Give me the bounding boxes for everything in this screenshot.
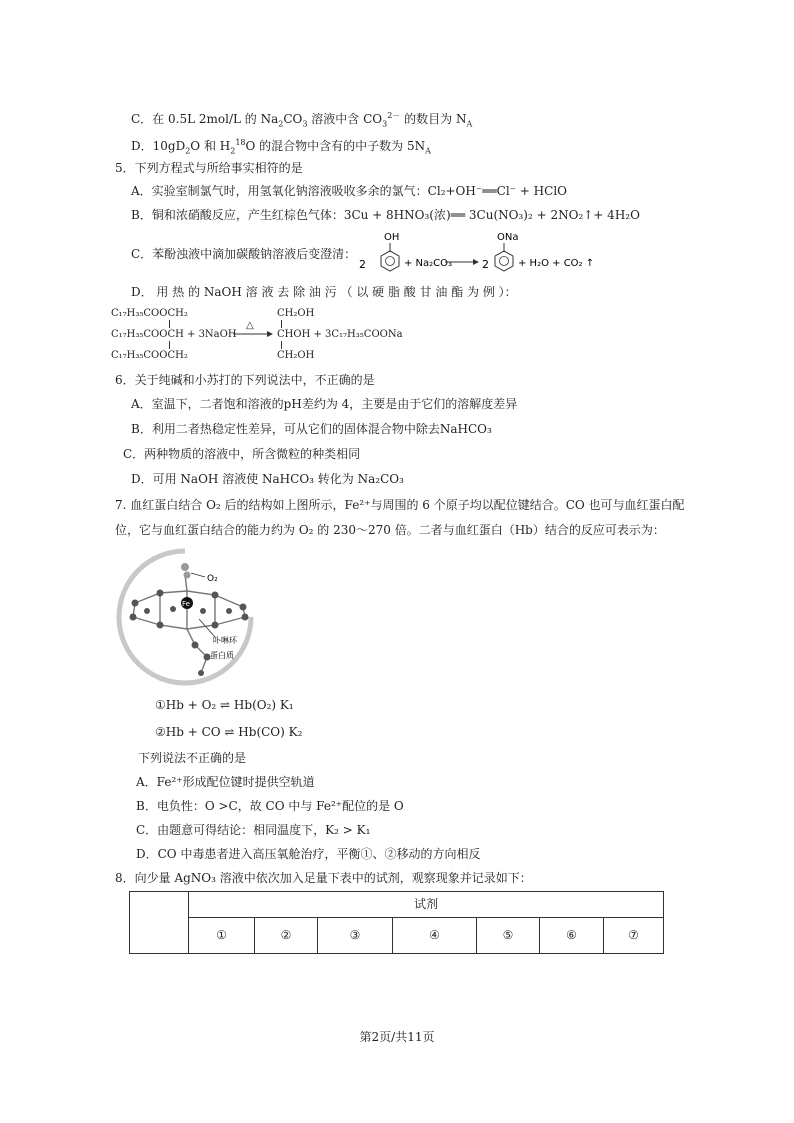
q7-option-a: A．Fe²⁺形成配位键时提供空轨道	[136, 775, 315, 789]
protein-label: 蛋白质	[210, 651, 234, 660]
q7-equilibrium-1: ①Hb + O₂ ⇌ Hb(O₂) K₁	[155, 698, 294, 712]
ester-line-2: C₁₇H₃₅COOCH + 3NaOH	[111, 329, 237, 340]
q4-option-d: D．$10gD_2O$ 和 $H_2^{18}O$ 的混合物中含有的中子数为 $5N_A$	[131, 138, 431, 156]
reaction-arrow	[233, 330, 273, 338]
table-corner-cell	[130, 892, 189, 953]
q5-option-d: D． 用 热 的 NaOH 溶 液 去 除 油 污 （ 以 硬 脂 酸 甘 油 酯 为 例 ）：	[131, 285, 517, 299]
benzene-ring-icon	[495, 251, 513, 271]
q6-option-b: B．利用二者热稳定性差异，可从它们的固体混合物中除去NaHCO₃	[131, 422, 492, 436]
table-cell: ①	[189, 918, 255, 953]
q7-stem-line-2: 位，它与血红蛋白结合的能力约为 O₂ 的 230～270 倍。二者与血红蛋白（Hb）结合的反应可表示为：	[115, 523, 665, 537]
reagent-table	[129, 891, 664, 954]
products: + H₂O + CO₂ ↑	[518, 258, 595, 269]
glycerol-line-2: CHOH + 3C₁₇H₃₅COONa	[277, 329, 403, 340]
q7-stem-line-1: 7. 血红蛋白结合 O₂ 后的结构如上图所示，Fe²⁺与周围的 6 个原子均以配位键结合。CO 也可与血红蛋白配	[115, 498, 685, 512]
fe-label: Fe	[182, 600, 190, 608]
porphyrin-label: 卟啉环	[213, 636, 237, 645]
oh-label: OH	[384, 232, 400, 243]
q7-option-b: B．电负性：O >C，故 CO 中与 Fe²⁺配位的是 O	[136, 799, 404, 813]
q5-option-c: C．苯酚浊液中滴加碳酸钠溶液后变澄清：	[131, 247, 357, 261]
heat-symbol: △	[246, 320, 254, 331]
q6-stem: 6．关于纯碱和小苏打的下列说法中，不正确的是	[115, 373, 375, 387]
glycerol-line-3: CH₂OH	[277, 350, 315, 361]
coef-1: 2	[359, 258, 366, 271]
q6-option-c: C．两种物质的溶液中，所含微粒的种类相同	[123, 447, 361, 461]
page-footer: 第2页/共11页	[359, 1030, 435, 1044]
table-cell: ⑦	[628, 928, 639, 942]
coef-2: 2	[482, 258, 489, 271]
q7-option-d: D．CO 中毒患者进入高压氧舱治疗，平衡①、②移动的方向相反	[136, 847, 481, 861]
phenol-equation	[355, 228, 595, 282]
q7-option-c: C．由题意可得结论：相同温度下，K₂ > K₁	[136, 823, 371, 837]
table-cell: ②	[255, 918, 318, 953]
glycerol-line-1: CH₂OH	[277, 308, 315, 319]
q5-option-b: B．铜和浓硝酸反应，产生红棕色气体：3Cu + 8HNO₃(浓)══ 3Cu(NO₃)₂ + 2NO₂↑+ 4H₂O	[131, 208, 640, 222]
ester-line-1: C₁₇H₃₅COOCH₂	[111, 308, 188, 319]
table-cell: ④	[393, 918, 477, 953]
q6-option-a: A．室温下，二者饱和溶液的pH差约为 4，主要是由于它们的溶解度差异	[131, 397, 518, 411]
table-cell: ⑥	[540, 918, 604, 953]
hemoglobin-figure	[115, 545, 255, 690]
table-cell: ③	[318, 918, 393, 953]
ester-line-3: C₁₇H₃₅COOCH₂	[111, 350, 188, 361]
ona-label: ONa	[497, 232, 519, 243]
q8-stem: 8．向少量 AgNO₃ 溶液中依次加入足量下表中的试剂，观察现象并记录如下：	[115, 871, 532, 885]
q5-stem: 5．下列方程式与所给事实相符的是	[115, 161, 303, 175]
q7-equilibrium-2: ②Hb + CO ⇌ Hb(CO) K₂	[155, 725, 303, 739]
q6-option-d: D．可用 NaOH 溶液使 NaHCO₃ 转化为 Na₂CO₃	[131, 472, 404, 486]
o2-label: O₂	[207, 574, 218, 584]
table-row	[189, 918, 663, 953]
q5-option-a: A．实验室制氯气时，用氢氧化钠溶液吸收多余的氯气：Cl₂+OH⁻══Cl⁻ + HClO	[131, 184, 567, 198]
plus-na2co3: + Na₂CO₃	[404, 258, 453, 269]
table-cell: ⑤	[477, 918, 540, 953]
table-header: 试剂	[189, 892, 663, 918]
benzene-ring-icon	[381, 251, 399, 271]
q4-option-c: C．在 0.5L 2mol/L 的 $Na_2CO_3$ 溶液中含 $CO_3^{2-}$ 的数目为 $N_A$	[131, 111, 473, 129]
q7-question: 下列说法不正确的是	[138, 751, 247, 765]
